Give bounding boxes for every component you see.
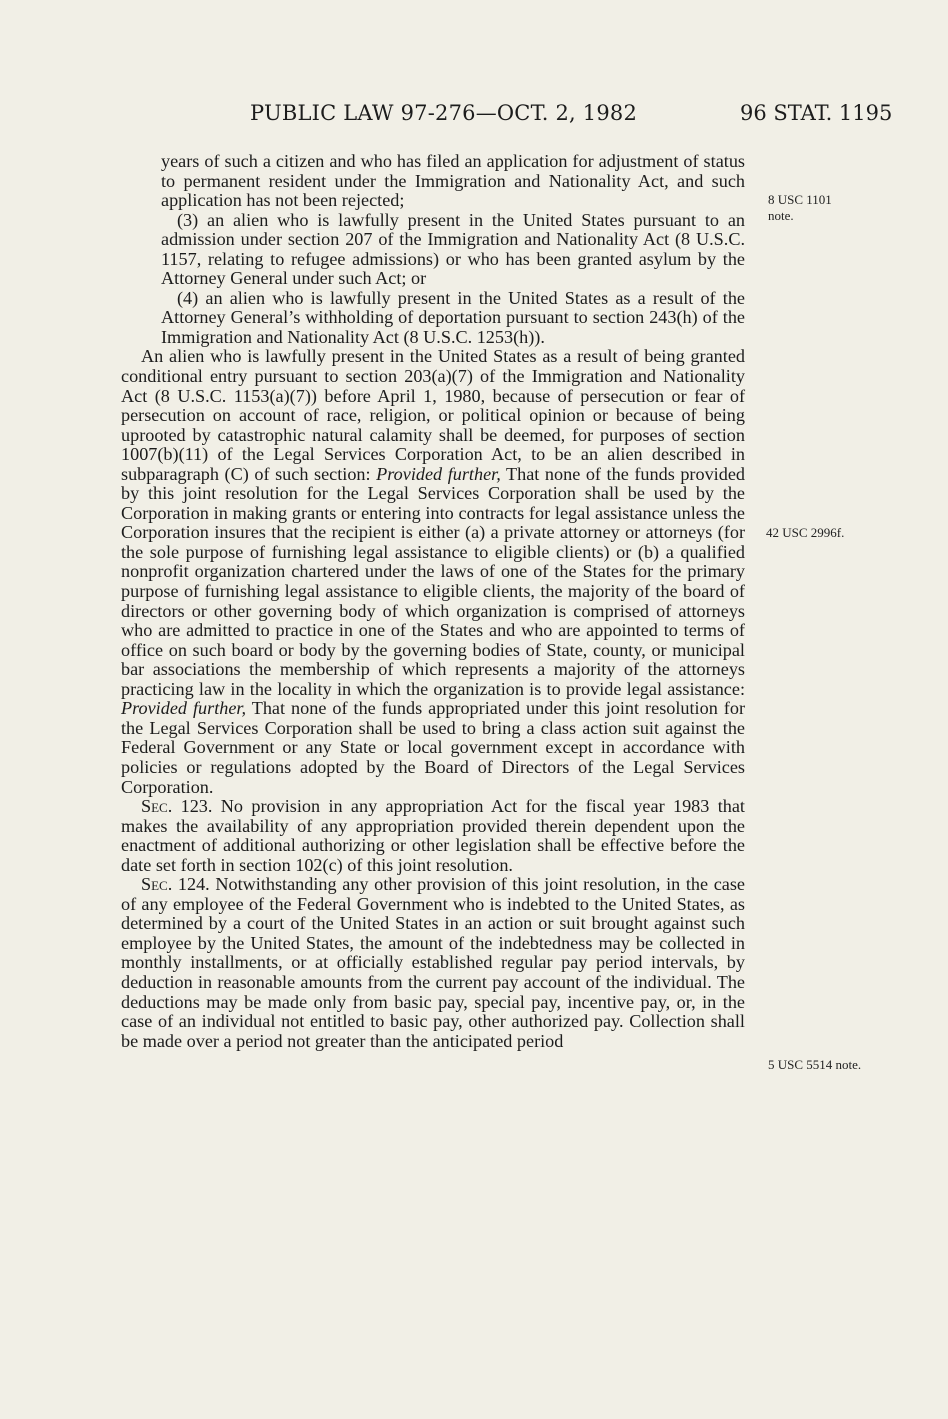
item-4: (4) an alien who is lawfully present in the United States as a result of the Attorney General’s withholding of deportation pursuant to section 243(h) of the Immigration and Nationality Act (8 U.S.C. 1253(h)). xyxy=(161,287,745,347)
provided-further-1: Provided further, xyxy=(376,463,501,484)
provided-further-2: Provided further, xyxy=(121,698,247,719)
section-123-label: Sec. 123. xyxy=(141,796,213,817)
section-123-text: No provision in any appropriation Act for the fiscal year 1983 that makes the availability of any appropriation provided therein dependent upon the enactment of additional authorizing or other legislation shall be effective before the date set forth in section 102(c) of this joint resolution. xyxy=(121,796,745,875)
alien-paragraph xyxy=(121,347,745,797)
section-124-text: Notwithstanding any other provision of this joint resolution, in the case of any employee of the Federal Government who is indebted to the United States, as determined by a court of the United States in an action or suit brought against such employee by the United States, the amount of the indebtedness may be collected in monthly installments, or at officially established regular pay period intervals, by deduction in reasonable amounts from the current pay account of the individual. The deductions may be made only from basic pay, special pay, incentive pay, or, in the case of an individual not entitled to basic pay, other authorized pay. Collection shall be made over a period not greater than the anticipated period xyxy=(121,874,745,1051)
alien-paragraph-part-b: That none of the funds provided by this joint resolution for the Legal Services Corporation shall be used by the Corporation in making grants or entering into contracts for legal assistance unless the Corporation insures that the recipient is either (a) a private attorney or attorneys (for the sole purpose of furnishing legal assistance to eligible clients) or (b) a qualified nonprofit organization chartered under the laws of one of the States for the primary purpose of furnishing legal assistance to eligible clients, the majority of the board of directors or other governing body of which organization is comprised of attorneys who are admitted to practice in one of the States and who are appointed to terms of office on such board or body by the governing bodies of State, county, or municipal bar associations the membership of which represents a majority of the attorneys practicing law in the locality in which the organization is to provide legal assistance: xyxy=(121,463,745,699)
margin-note-1-line-2: note. xyxy=(768,208,794,223)
continued-paragraph: years of such a citizen and who has filed an application for adjustment of status to permanent resident under the Immigration and Nationality Act, and such application has not been rejected; xyxy=(161,151,745,211)
margin-note-8-usc-1101 xyxy=(768,192,832,224)
section-124-label: Sec. 124. xyxy=(141,874,210,895)
statute-page-number: 96 STAT. 1195 xyxy=(740,101,893,125)
alien-paragraph-part-a: An alien who is lawfully present in the United States as a result of being granted conditional entry pursuant to section 203(a)(7) of the Immigration and Nationality Act (8 U.S.C. 1153(a)(7)) before April 1, 1980, because of persecution or fear of persecution on account of race, religion, or political opinion or because of being uprooted by catastrophic natural calamity shall be deemed, for purposes of section 1007(b)(11) of the Legal Services Corporation Act, to be an alien described in subparagraph (C) of such section: xyxy=(121,346,745,484)
item-3: (3) an alien who is lawfully present in the United States pursuant to an admission under section 207 of the Immigration and Nationality Act (8 U.S.C. 1157, relating to refugee admissions) or who has been granted asylum by the Attorney General under such Act; or xyxy=(161,209,745,289)
header-title: PUBLIC LAW 97-276—OCT. 2, 1982 xyxy=(250,101,638,125)
margin-note-1-line-1: 8 USC 1101 xyxy=(768,192,832,207)
alien-paragraph-part-c: That none of the funds appropriated under this joint resolution for the Legal Services Corporation shall be used to bring a class action suit against the Federal Government or any State or local government except in accordance with policies or regulations adopted by the Board of Directors of the Legal Services Corporation. xyxy=(121,698,746,797)
section-123 xyxy=(121,797,745,875)
margin-note-5-usc-5514: 5 USC 5514 note. xyxy=(768,1057,862,1072)
margin-note-42-usc-2996f: 42 USC 2996f. xyxy=(766,525,845,540)
section-124 xyxy=(121,875,745,1051)
body-text xyxy=(121,152,745,1051)
